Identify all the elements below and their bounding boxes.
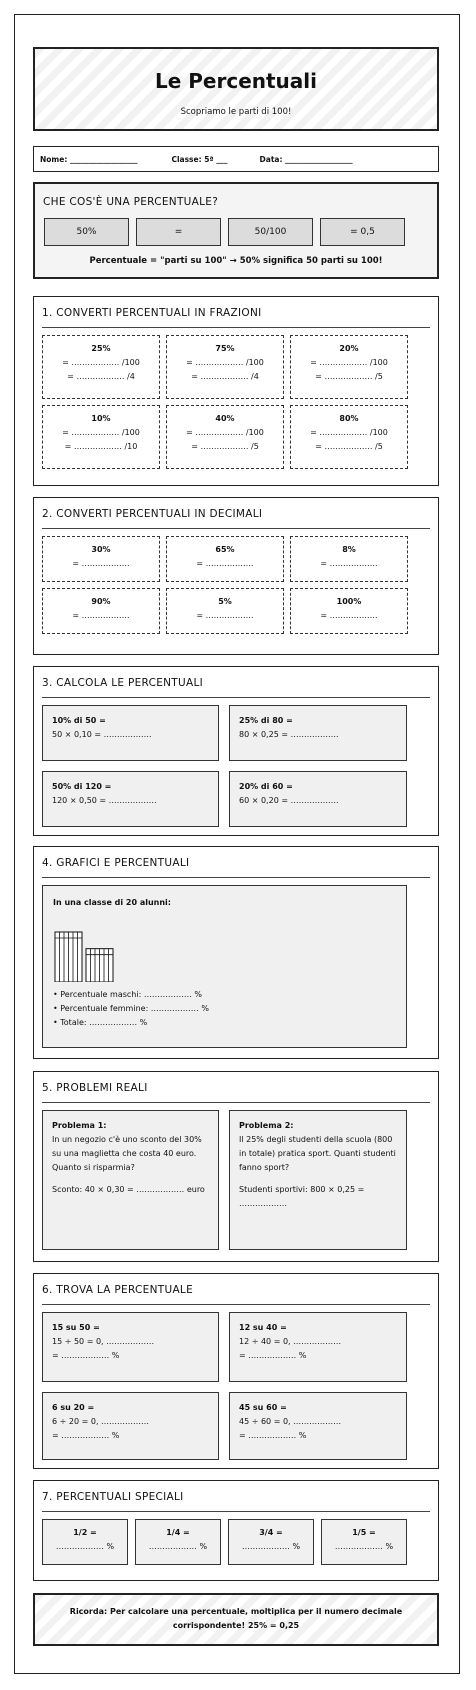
answer-line[interactable]: = ……………… xyxy=(320,559,378,568)
divider xyxy=(42,327,430,328)
work-line[interactable]: 12 ÷ 40 = 0, ……………… xyxy=(239,1337,342,1346)
divider xyxy=(42,1304,430,1305)
work-line[interactable]: 60 × 0,20 = ……………… xyxy=(239,796,339,805)
problem-card xyxy=(42,1110,219,1250)
name-field[interactable]: Nome: __________________ xyxy=(40,154,138,164)
divider xyxy=(42,697,430,698)
answer-line[interactable]: = ……………… xyxy=(196,611,254,620)
divider xyxy=(42,528,430,529)
section-find-percent xyxy=(33,1273,439,1469)
intro-section xyxy=(33,182,439,279)
title-header xyxy=(33,47,439,131)
answer-line[interactable]: = ……………… xyxy=(196,559,254,568)
graph-card xyxy=(42,885,407,1048)
answer-line[interactable]: ……………… % xyxy=(55,1542,115,1551)
date-field[interactable]: Data: __________________ xyxy=(259,154,353,164)
exercise-card xyxy=(42,1392,219,1460)
exercise-card xyxy=(166,536,284,582)
question: 50% di 120 = xyxy=(52,782,112,791)
section-heading: 1. CONVERTI PERCENTUALI IN FRAZIONI xyxy=(42,307,262,319)
question: 15 su 50 = xyxy=(52,1323,100,1332)
answer-line[interactable]: = ……………… xyxy=(72,559,130,568)
problem-title: Problema 2: xyxy=(239,1121,294,1130)
exercise-card xyxy=(229,705,407,761)
exercise-card xyxy=(42,771,219,827)
graph-intro: In una classe di 20 alunni: xyxy=(53,898,171,907)
percent-label: 25% xyxy=(91,344,111,353)
answer-line[interactable]: ……………… % xyxy=(241,1542,301,1551)
section-heading: 3. CALCOLA LE PERCENTUALI xyxy=(42,677,204,689)
percent-label: 30% xyxy=(91,545,111,554)
exercise-card xyxy=(229,1312,407,1382)
answer-line[interactable]: = ……………… /5 xyxy=(191,442,259,451)
question: 12 su 40 = xyxy=(239,1323,287,1332)
section-special xyxy=(33,1480,439,1581)
exercise-card xyxy=(42,536,160,582)
reminder-text: Ricorda: Per calcolare una percentuale, moltiplica per il numero decimale corrispondente! 25% = 0,25 xyxy=(69,1607,403,1630)
percent-label: 65% xyxy=(215,545,235,554)
section-fractions xyxy=(33,296,439,486)
class-bar-graph xyxy=(53,928,133,982)
bar-females xyxy=(86,949,113,982)
answer-line[interactable]: = ……………… /100 xyxy=(186,358,264,367)
exercise-card xyxy=(42,405,160,469)
class-field[interactable]: Classe: 5ª ___ xyxy=(171,154,228,164)
section-calculate xyxy=(33,666,439,836)
answer-line[interactable]: = ……………… /10 xyxy=(64,442,138,451)
percent-label: 100% xyxy=(336,597,362,606)
fraction-label: 1/4 = xyxy=(166,1528,190,1537)
divider xyxy=(42,1511,430,1512)
answer-line[interactable]: ……………… % xyxy=(148,1542,208,1551)
question: 6 su 20 = xyxy=(52,1403,95,1412)
percent-label: 5% xyxy=(218,597,232,606)
answer-line[interactable]: = ……………… xyxy=(72,611,130,620)
answer-line[interactable]: • Percentuale femmine: ……………… % xyxy=(53,1004,209,1013)
section-graphs xyxy=(33,846,439,1059)
section-decimals xyxy=(33,497,439,655)
exercise-card xyxy=(42,705,219,761)
fraction-label: 1/2 = xyxy=(73,1528,97,1537)
intro-cell: = 0,5 xyxy=(320,218,405,246)
answer-line[interactable]: = ……………… /100 xyxy=(310,358,388,367)
exercise-card xyxy=(42,588,160,634)
divider xyxy=(42,877,430,878)
work-line[interactable]: 120 × 0,50 = ……………… xyxy=(52,796,157,805)
intro-cell: 50% xyxy=(44,218,129,246)
fraction-card xyxy=(228,1519,314,1565)
bar-males xyxy=(55,932,82,982)
problem-text: Il 25% degli studenti della scuola (800 in totale) pratica sport. Quanti studenti fanno sport? xyxy=(239,1135,396,1172)
answer-line[interactable]: = ……………… /5 xyxy=(315,372,383,381)
result-line[interactable]: = ……………… % xyxy=(239,1431,307,1440)
exercise-card xyxy=(290,536,408,582)
work-line[interactable]: Sconto: 40 × 0,30 = ……………… euro xyxy=(52,1185,205,1194)
intro-explanation: Percentuale = "parti su 100" → 50% significa 50 parti su 100! xyxy=(89,256,383,266)
page-title: Le Percentuali xyxy=(154,69,318,93)
work-line[interactable]: 50 × 0,10 = ……………… xyxy=(52,730,152,739)
exercise-card xyxy=(229,771,407,827)
answer-line[interactable]: = ……………… /5 xyxy=(315,442,383,451)
answer-line[interactable]: = ……………… xyxy=(320,611,378,620)
section-heading: 5. PROBLEMI REALI xyxy=(42,1082,148,1094)
answer-line[interactable]: = ……………… /100 xyxy=(62,428,140,437)
intro-heading: CHE COS'È UNA PERCENTUALE? xyxy=(43,196,219,208)
problem-card xyxy=(229,1110,407,1250)
result-line[interactable]: = ……………… % xyxy=(52,1351,120,1360)
exercise-card xyxy=(166,405,284,469)
work-line[interactable]: 15 ÷ 50 = 0, ……………… xyxy=(52,1337,155,1346)
fraction-label: 3/4 = xyxy=(259,1528,283,1537)
exercise-card xyxy=(290,335,408,399)
exercise-card xyxy=(42,335,160,399)
fraction-card xyxy=(135,1519,221,1565)
answer-line[interactable]: ……………… % xyxy=(334,1542,394,1551)
exercise-card xyxy=(166,588,284,634)
percent-label: 8% xyxy=(342,545,356,554)
percent-label: 20% xyxy=(339,344,359,353)
question: 25% di 80 = xyxy=(239,716,293,725)
question: 20% di 60 = xyxy=(239,782,293,791)
work-line[interactable]: Studenti sportivi: 800 × 0,25 = ……………… xyxy=(239,1185,365,1208)
exercise-card xyxy=(229,1392,407,1460)
percent-label: 80% xyxy=(339,414,359,423)
work-line[interactable]: 6 ÷ 20 = 0, ……………… xyxy=(52,1417,150,1426)
section-heading: 2. CONVERTI PERCENTUALI IN DECIMALI xyxy=(42,508,263,520)
intro-cell: = xyxy=(136,218,221,246)
exercise-card xyxy=(42,1312,219,1382)
answer-line[interactable]: = ……………… /100 xyxy=(62,358,140,367)
exercise-card xyxy=(290,405,408,469)
result-line[interactable]: = ……………… % xyxy=(52,1431,120,1440)
fraction-card xyxy=(42,1519,128,1565)
student-info-bar xyxy=(33,146,439,172)
page-subtitle: Scopriamo le parti di 100! xyxy=(180,107,292,117)
reminder-footer xyxy=(33,1593,439,1646)
answer-line[interactable]: • Totale: ……………… % xyxy=(53,1018,148,1027)
work-line[interactable]: 80 × 0,25 = ……………… xyxy=(239,730,339,739)
section-heading: 6. TROVA LA PERCENTUALE xyxy=(42,1284,194,1296)
percent-label: 40% xyxy=(215,414,235,423)
intro-cell: 50/100 xyxy=(228,218,313,246)
exercise-card xyxy=(166,335,284,399)
problem-text: In un negozio c'è uno sconto del 30% su una maglietta che costa 40 euro. Quanto si risparmia? xyxy=(52,1135,202,1172)
answer-line[interactable]: • Percentuale maschi: ……………… % xyxy=(53,990,202,999)
answer-line[interactable]: = ……………… /100 xyxy=(186,428,264,437)
section-heading: 4. GRAFICI E PERCENTUALI xyxy=(42,857,190,869)
section-problems xyxy=(33,1071,439,1262)
fraction-label: 1/5 = xyxy=(352,1528,376,1537)
percent-label: 90% xyxy=(91,597,111,606)
exercise-card xyxy=(290,588,408,634)
answer-line[interactable]: = ……………… /4 xyxy=(67,372,135,381)
percent-label: 75% xyxy=(215,344,235,353)
question: 45 su 60 = xyxy=(239,1403,287,1412)
work-line[interactable]: 45 ÷ 60 = 0, ……………… xyxy=(239,1417,342,1426)
result-line[interactable]: = ……………… % xyxy=(239,1351,307,1360)
answer-line[interactable]: = ……………… /100 xyxy=(310,428,388,437)
fraction-card xyxy=(321,1519,407,1565)
section-heading: 7. PERCENTUALI SPECIALI xyxy=(42,1491,184,1503)
divider xyxy=(42,1102,430,1103)
percent-label: 10% xyxy=(91,414,111,423)
question: 10% di 50 = xyxy=(52,716,106,725)
answer-line[interactable]: = ……………… /4 xyxy=(191,372,259,381)
problem-title: Problema 1: xyxy=(52,1121,107,1130)
